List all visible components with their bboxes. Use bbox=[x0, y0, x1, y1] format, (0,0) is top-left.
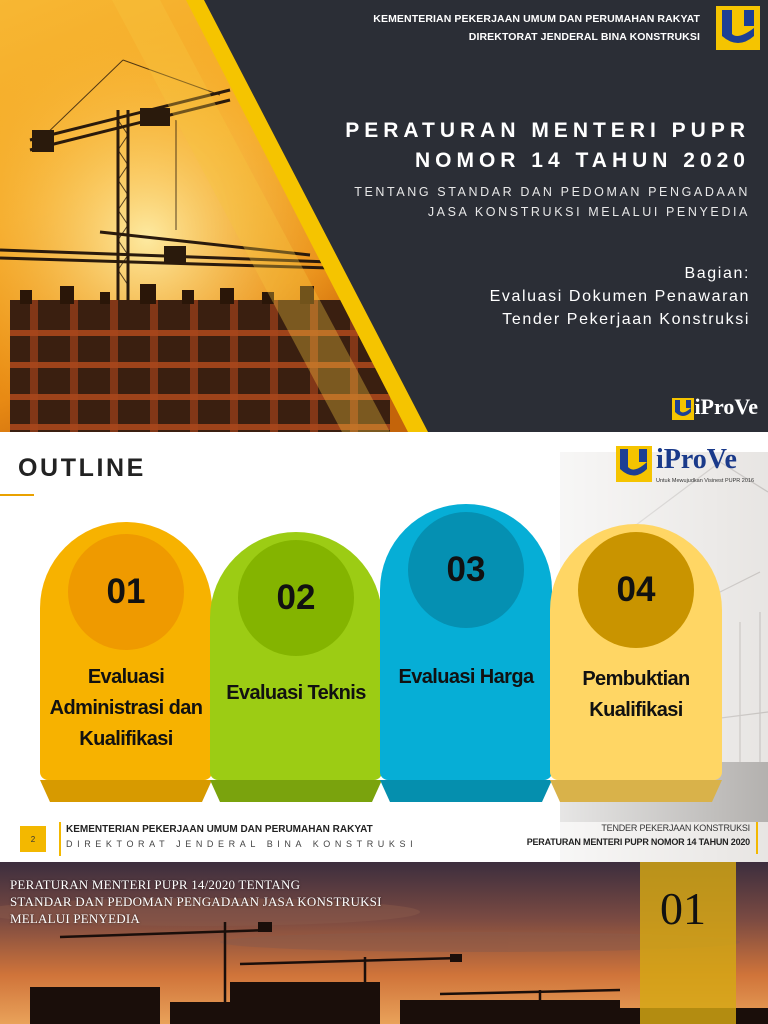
outline-card-4 bbox=[550, 524, 722, 780]
slide-footer bbox=[0, 818, 768, 862]
regulation-subtitle-line1: TENTANG STANDAR DAN PEDOMAN PENGADAAN bbox=[354, 185, 750, 199]
ministry-name: KEMENTERIAN PEKERJAAN UMUM DAN PERUMAHAN RAKYAT bbox=[373, 13, 700, 25]
cards-base-shadow bbox=[40, 780, 722, 804]
regulation-subtitle-line2: JASA KONSTRUKSI MELALUI PENYEDIA bbox=[427, 205, 750, 219]
outline-card-2 bbox=[210, 532, 382, 780]
section-title-line3: MELALUI PENYEDIA bbox=[10, 911, 140, 926]
regulation-title-line2: NOMOR 14 TAHUN 2020 bbox=[414, 149, 750, 172]
outline-number-1: 01 bbox=[68, 534, 184, 650]
outline-number-4: 04 bbox=[578, 532, 694, 648]
outline-label-2: Evaluasi Teknis bbox=[226, 682, 366, 704]
outline-title: OUTLINE bbox=[18, 454, 146, 482]
outline-slide bbox=[0, 432, 768, 862]
regulation-subtitle bbox=[354, 182, 750, 222]
section-info bbox=[490, 262, 750, 331]
iprove-logo-text: iProVe bbox=[656, 444, 737, 475]
section-number: 01 bbox=[660, 883, 706, 934]
cover-slide bbox=[0, 0, 768, 432]
ministry-header bbox=[373, 10, 700, 46]
footer-directorate-name: DIREKTORAT JENDERAL BINA KONSTRUKSI bbox=[66, 839, 418, 849]
section-name-line2: Tender Pekerjaan Konstruksi bbox=[502, 311, 750, 328]
regulation-title bbox=[345, 116, 750, 176]
section-title bbox=[10, 876, 382, 927]
section-name-line1: Evaluasi Dokumen Penawaran bbox=[489, 288, 750, 305]
section-slide bbox=[0, 862, 768, 1024]
section-title-line2: STANDAR DAN PEDOMAN PENGADAAN JASA KONSTRUKSI bbox=[10, 894, 382, 909]
pu-logo-icon bbox=[716, 6, 760, 50]
footer-topic: TENDER PEKERJAAN KONSTRUKSI bbox=[601, 823, 750, 833]
page-number: 2 bbox=[20, 826, 46, 852]
outline-number-2: 02 bbox=[238, 540, 354, 656]
outline-card-3 bbox=[380, 504, 552, 780]
iprove-logo-text: iProVe bbox=[694, 394, 758, 419]
iprove-tagline: Untuk Mewujudkan Visinest PUPR 2016 bbox=[656, 478, 755, 484]
outline-label-3: Evaluasi Harga bbox=[398, 666, 534, 688]
section-title-line1: PERATURAN MENTERI PUPR 14/2020 TENTANG bbox=[10, 877, 301, 892]
footer-right-divider bbox=[756, 822, 758, 854]
iprove-mark-icon bbox=[616, 446, 652, 482]
footer-ministry-name: KEMENTERIAN PEKERJAAN UMUM DAN PERUMAHAN RAKYAT bbox=[66, 824, 373, 835]
directorate-name: DIREKTORAT JENDERAL BINA KONSTRUKSI bbox=[468, 31, 700, 43]
section-label: Bagian: bbox=[684, 265, 750, 282]
footer-regulation: PERATURAN MENTERI PUPR NOMOR 14 TAHUN 2020 bbox=[526, 837, 750, 847]
iprove-logo bbox=[616, 444, 756, 492]
outline-label-4: Pembuktian Kualifikasi bbox=[582, 668, 690, 721]
iprove-logo bbox=[672, 394, 758, 420]
footer-divider bbox=[59, 822, 61, 856]
regulation-title-line1: PERATURAN MENTERI PUPR bbox=[345, 119, 750, 142]
outline-number-3: 03 bbox=[408, 512, 524, 628]
outline-card-1 bbox=[40, 522, 212, 780]
iprove-mark-icon bbox=[672, 398, 694, 420]
outline-label-1: Evaluasi Administrasi dan Kualifikasi bbox=[49, 666, 203, 750]
title-underline bbox=[0, 494, 34, 496]
